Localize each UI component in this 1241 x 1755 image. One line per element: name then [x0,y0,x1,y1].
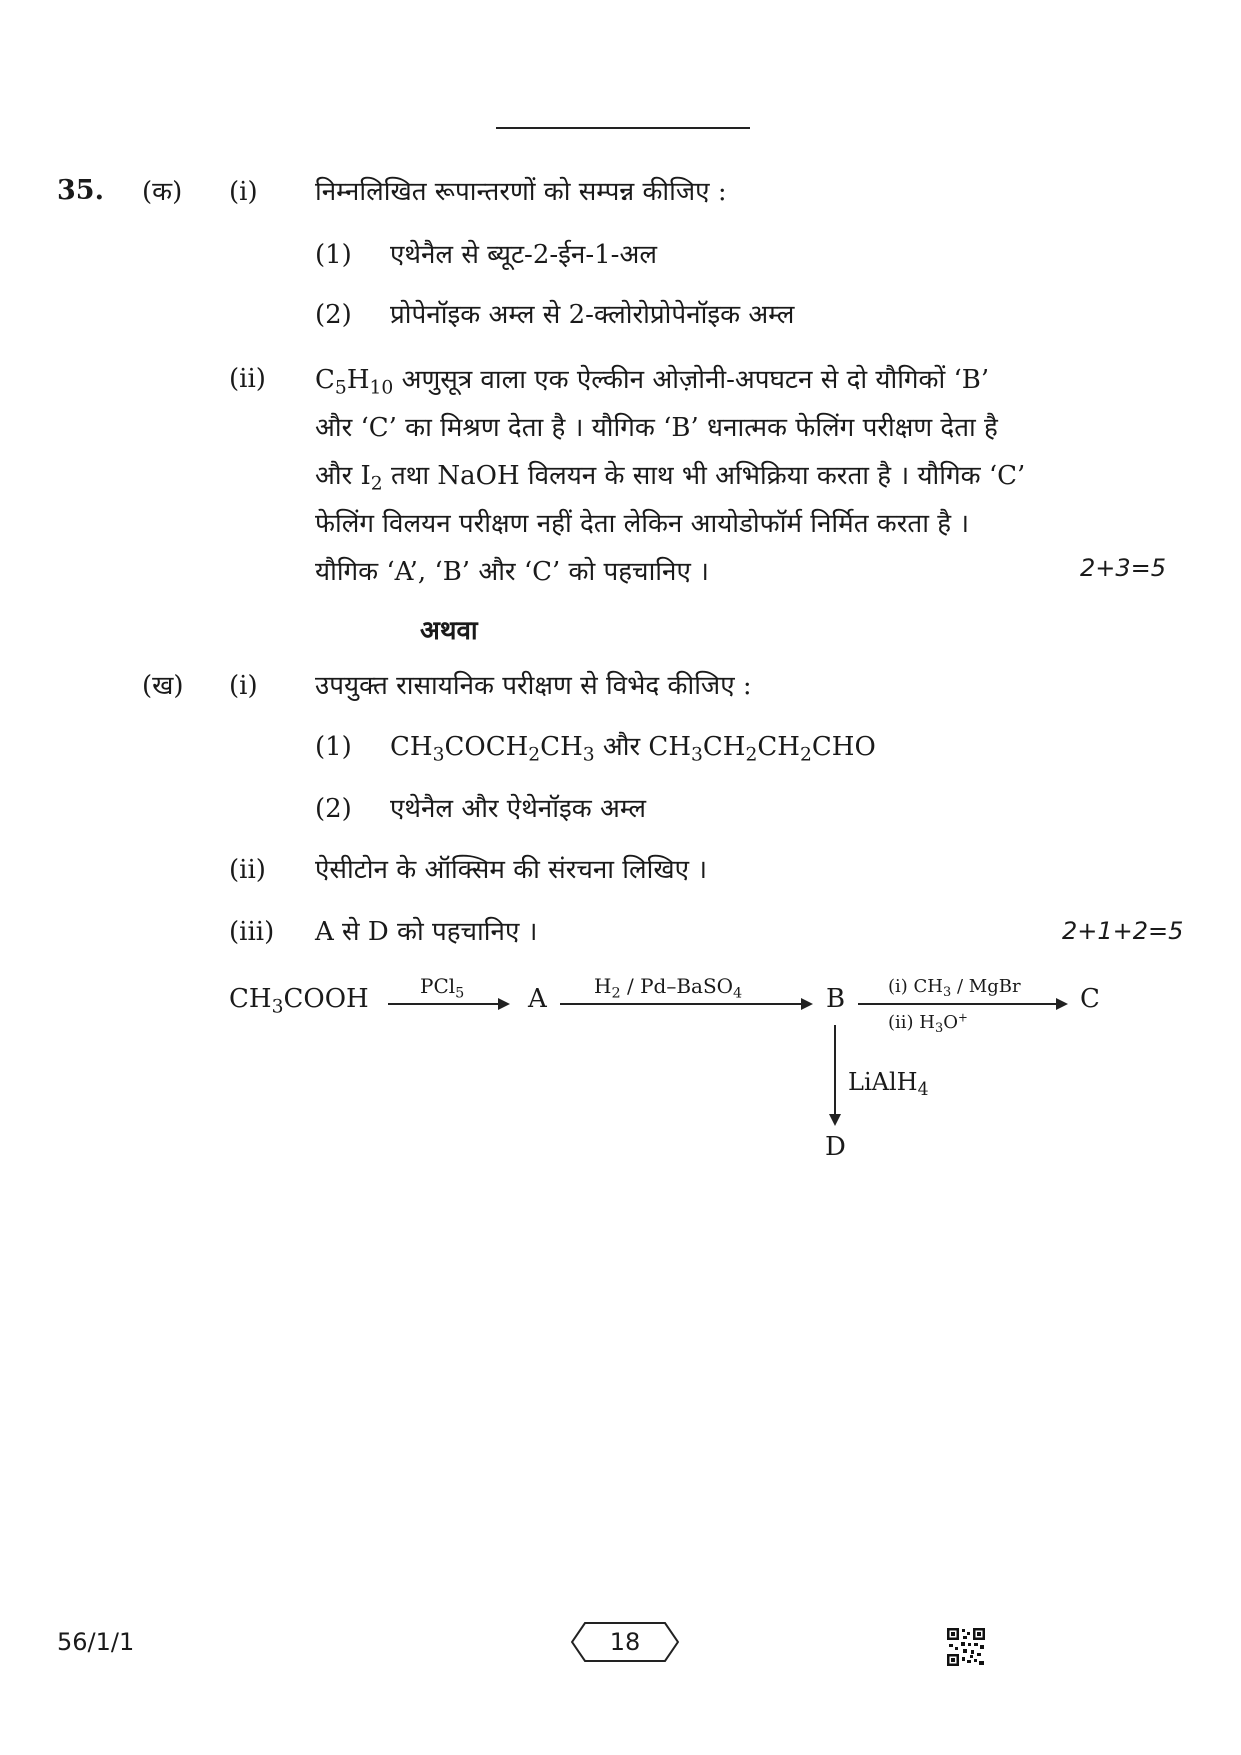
sub-i-label: (i) [229,177,258,207]
arrow-2 [560,1003,803,1005]
arrow-4-head [829,1114,841,1126]
part-a-label: (क) [142,177,183,207]
top-rule [496,127,750,129]
sub-i-text: निम्नलिखित रूपान्तरणों को सम्पन्न कीजिए : [315,177,727,207]
b-item-2-label: (2) [315,794,352,824]
reagent-1: PCl$_5$ [420,974,465,1002]
b-item-2-text: एथेनैल और ऐथेनॉइक अम्ल [390,794,647,824]
question-number: 35. [57,175,104,206]
b-sub-ii-label: (ii) [229,855,266,885]
item-2-text: प्रोपेनॉइक अम्ल से 2-क्लोरोप्रोपेनॉइक अम्ल [390,300,795,330]
reagent-3-bottom: (ii) $H_3O^+$ [888,1010,968,1036]
part-b-label: (ख) [142,671,184,701]
para-line-3: और $I_2$ तथा NaOH विलयन के साथ भी अभिक्रिया करता है । यौगिक ‘C’ [315,461,1026,495]
paper-code: 56/1/1 [57,1628,135,1656]
b-sub-i-text: उपयुक्त रासायनिक परीक्षण से विभेद कीजिए : [315,671,752,701]
compound-b: B [826,984,846,1014]
marks-b: 2+1+2=5 [1062,917,1184,945]
reagent-3-top: (i) $CH_3$ / MgBr [888,976,1021,1000]
or-heading: अथवा [420,616,478,646]
marks-a: 2+3=5 [1080,554,1167,582]
arrow-1-head [498,998,510,1010]
b-sub-iii-text: A से D को पहचानिए । [315,917,538,947]
reagent-4: LiAlH$_4$ [848,1068,929,1101]
arrow-3 [858,1003,1058,1005]
sub-ii-label: (ii) [229,364,266,394]
item-1-text: एथेनैल से ब्यूट-2-ईन-1-अल [390,240,657,270]
b-item-1-formula: $CH_3COCH_2CH_3$ और $CH_3CH_2CH_2CHO$ [390,732,876,766]
b-item-1-label: (1) [315,732,352,762]
para-line-4: फेलिंग विलयन परीक्षण नहीं देता लेकिन आयोडोफॉर्म निर्मित करता है । [315,509,970,539]
item-1-label: (1) [315,240,352,270]
arrow-3-head [1056,998,1068,1010]
sub-ii-paragraph [315,356,1153,596]
compound-a: A [528,984,547,1014]
b-sub-iii-label: (iii) [229,917,275,947]
compound-c: C [1080,984,1100,1014]
b-sub-ii-text: ऐसीटोन के ऑक्सिम की संरचना लिखिए । [315,855,708,885]
arrow-1 [388,1003,500,1005]
qr-code-icon [946,1627,986,1667]
scheme-start: $CH_3COOH$ [229,984,369,1018]
b-sub-i-label: (i) [229,671,258,701]
item-2-label: (2) [315,300,352,330]
para-line-2: और ‘C’ का मिश्रण देता है । यौगिक ‘B’ धनात्मक फेलिंग परीक्षण देता है [315,413,998,443]
arrow-4 [834,1025,836,1117]
arrow-2-head [801,998,813,1010]
compound-d: D [825,1132,846,1162]
para-line-5: यौगिक ‘A’, ‘B’ और ‘C’ को पहचानिए । [315,557,709,587]
reagent-2: $H_2$ / Pd–BaSO$_4$ [594,974,743,1002]
page-number: 18 [609,1628,641,1656]
para-line-1: $C_5H_{10}$ अणुसूत्र वाला एक ऐल्कीन ओज़ोनी-अपघटन से दो यौगिकों ‘B’ [315,365,990,399]
